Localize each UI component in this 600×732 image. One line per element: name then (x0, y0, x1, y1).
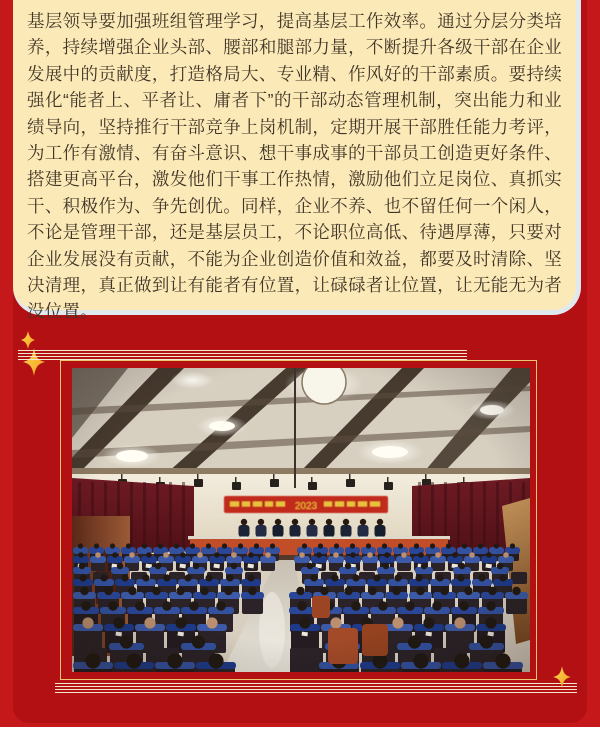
decor-lines-bottom (55, 683, 577, 694)
sparkle-star-bottom-icon (549, 662, 579, 692)
red-card (13, 0, 587, 723)
conference-photo[interactable] (72, 368, 530, 672)
article-paragraph: 基层领导要加强班组管理学习，提高基层工作效率。通过分层分类培养，持续增强企业头部、腰部和腿部力量，不断提升各级干部在企业发展中的贡献度，打造格局大、专业精、作风好的干部素质。要持续强化“能者上、平者让、庸者下”的干部动态管理机制，突出能力和业绩导向，坚持推行干部竞争上岗机制，定期开展干部胜任能力考评，为工作有激情、有奋斗意识、想干事成事的干部员工创造更好条件、搭建更高平台，激发他们干事工作热情，激励他们立足岗位、真抓实干、积极作为、争先创优。同样，企业不养、也不留任何一个闲人，不论是管理干部，还是基层员工，不论职位高低、待遇厚薄，只要对企业发展没有贡献，不能为企业创造价值和效益，都要及时清除、坚决清理，真正做到让有能者有位置，让碌碌者让位置，让无能无为者没位置。 (27, 11, 562, 322)
article-text-box (13, 0, 581, 322)
conference-photo-svg (72, 368, 530, 672)
